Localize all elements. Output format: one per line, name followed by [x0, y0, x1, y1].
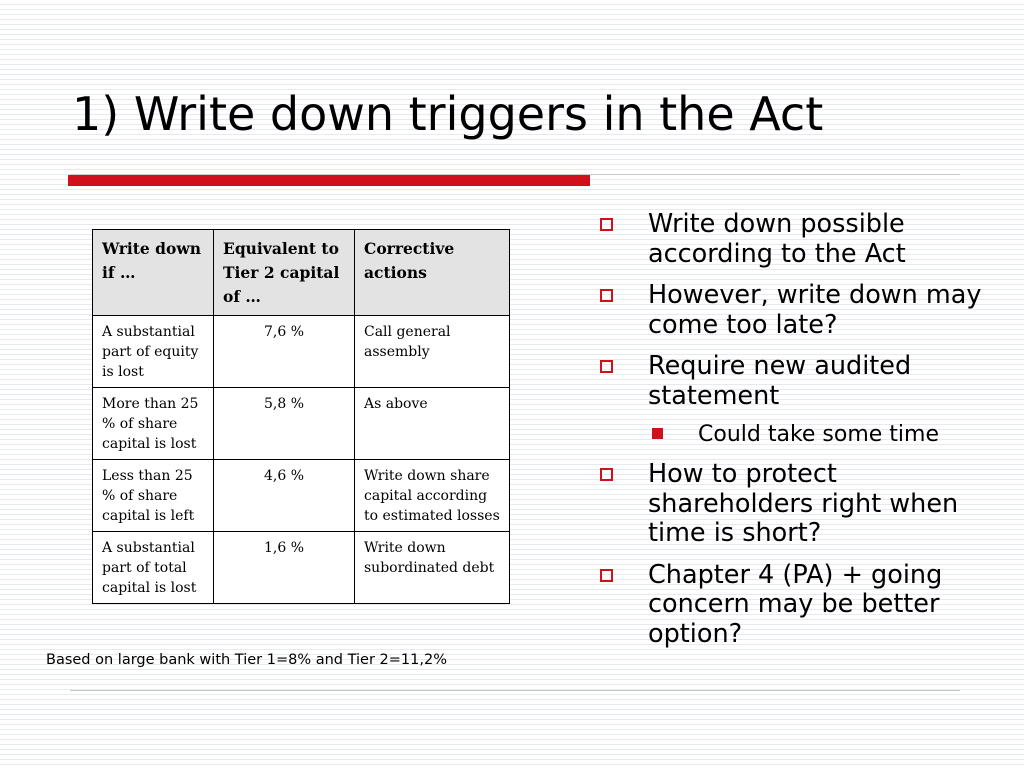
- hollow-square-bullet-icon: [600, 569, 613, 582]
- table-cell-tier2-equivalent: 5,8 %: [214, 388, 355, 460]
- column-header-equivalent-tier2: Equivalent to Tier 2 capital of …: [214, 230, 355, 316]
- table-row: [93, 460, 510, 532]
- sub-bullet-text: Could take some time: [698, 422, 940, 447]
- table-header-row: [93, 230, 510, 316]
- hollow-square-bullet-icon: [600, 289, 613, 302]
- table-cell-condition: More than 25 % of share capital is lost: [93, 388, 214, 460]
- table-row: [93, 316, 510, 388]
- bullet-item: [598, 352, 998, 448]
- sub-bullet-item: [598, 421, 998, 448]
- column-header-write-down-if: Write down if …: [93, 230, 214, 316]
- hollow-square-bullet-icon: [600, 360, 613, 373]
- table-cell-condition: Less than 25 % of share capital is left: [93, 460, 214, 532]
- bullet-text: Require new audited statement: [648, 351, 912, 411]
- bullet-text: Write down possible according to the Act: [648, 209, 906, 269]
- table-cell-tier2-equivalent: 4,6 %: [214, 460, 355, 532]
- bullet-item: [598, 561, 998, 650]
- bullet-text: Chapter 4 (PA) + going concern may be better option?: [648, 559, 943, 649]
- hollow-square-bullet-icon: [600, 468, 613, 481]
- bullet-item: [598, 460, 998, 549]
- footnote: Based on large bank with Tier 1=8% and Tier 2=11,2%: [46, 652, 447, 668]
- write-down-triggers-table: [92, 229, 510, 604]
- bullet-item: [598, 281, 998, 340]
- table-cell-corrective-action: Write down subordinated debt: [355, 532, 510, 604]
- bullet-item: [598, 210, 998, 269]
- table-cell-condition: A substantial part of equity is lost: [93, 316, 214, 388]
- table-cell-tier2-equivalent: 1,6 %: [214, 532, 355, 604]
- title-underline-accent: [68, 175, 590, 186]
- table-cell-corrective-action: As above: [355, 388, 510, 460]
- table-cell-corrective-action: Write down share capital according to estimated losses: [355, 460, 510, 532]
- column-header-corrective-actions: Corrective actions: [355, 230, 510, 316]
- table-cell-condition: A substantial part of total capital is lost: [93, 532, 214, 604]
- table-cell-tier2-equivalent: 7,6 %: [214, 316, 355, 388]
- hollow-square-bullet-icon: [600, 218, 613, 231]
- table-row: [93, 388, 510, 460]
- bullet-text: How to protect shareholders right when time is short?: [648, 459, 959, 548]
- bullet-list: [598, 210, 998, 661]
- filled-square-bullet-icon: [652, 428, 663, 439]
- table-row: [93, 532, 510, 604]
- table-cell-corrective-action: Call general assembly: [355, 316, 510, 388]
- bullet-text: However, write down may come too late?: [648, 280, 982, 340]
- bottom-divider: [70, 690, 960, 691]
- slide-title: 1) Write down triggers in the Act: [72, 87, 824, 141]
